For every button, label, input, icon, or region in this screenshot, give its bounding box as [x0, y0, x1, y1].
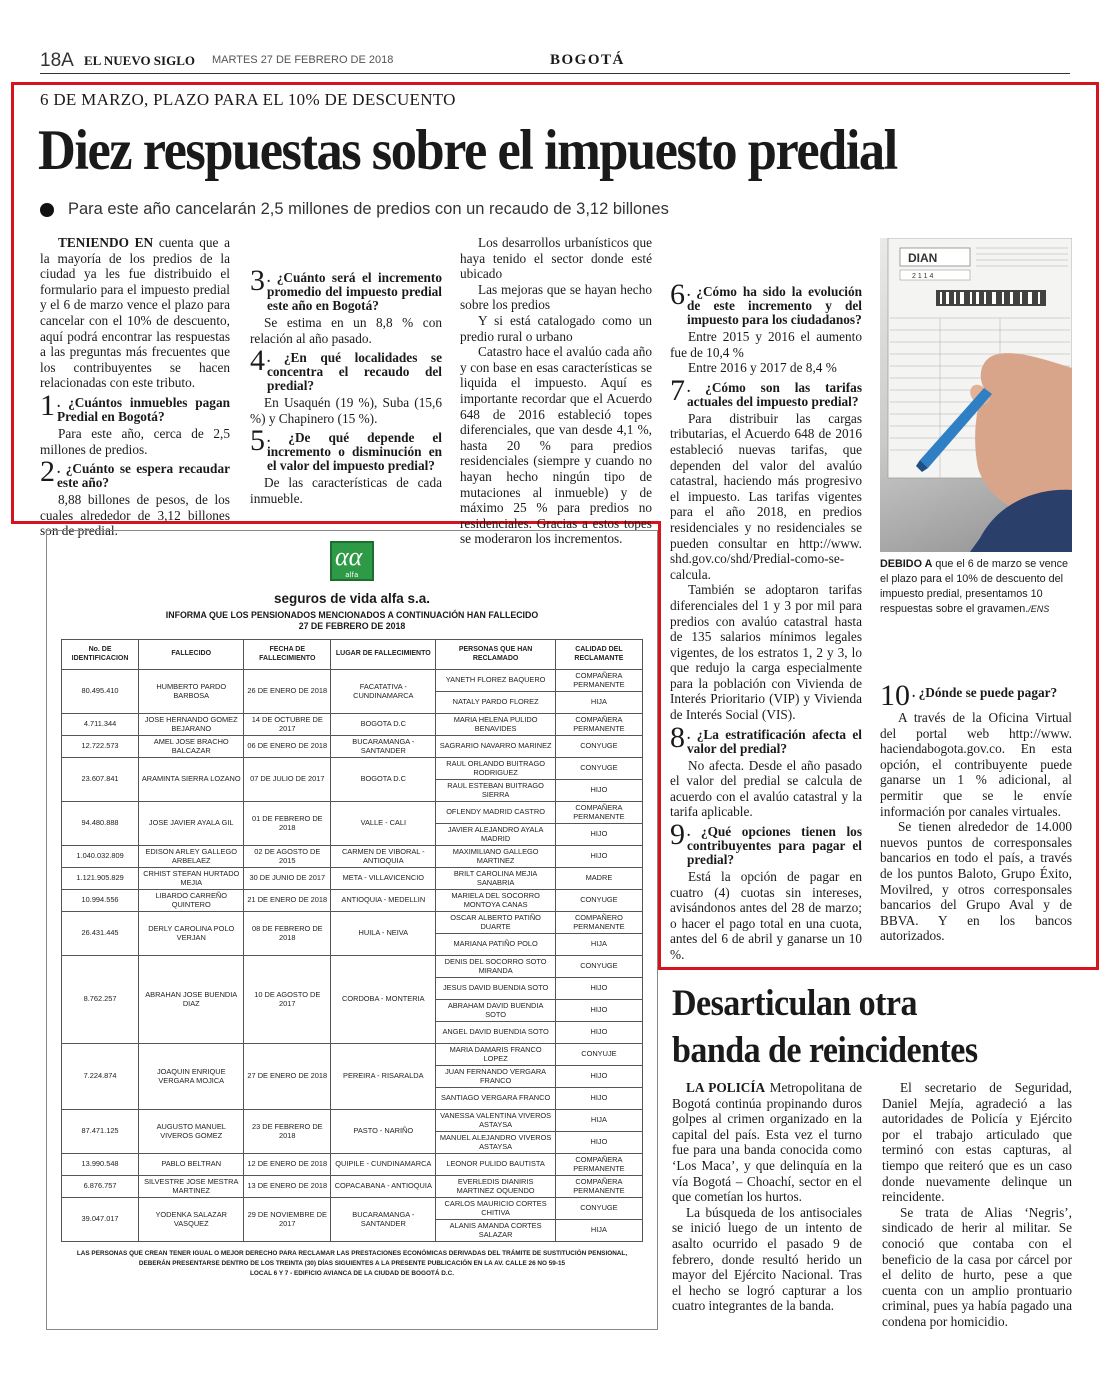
- cell-relationship: CONYUGE: [555, 736, 642, 758]
- cell-place: BOGOTA D.C: [331, 714, 436, 736]
- cell-date: 10 DE AGOSTO DE 2017: [244, 956, 331, 1044]
- cell-date: 21 DE ENERO DE 2018: [244, 890, 331, 912]
- question-3: 3 . ¿Cuánto será el incremento promedio del impuesto predial este año en Bogotá?: [250, 264, 442, 313]
- table-row: [62, 758, 643, 780]
- cell-place: BOGOTA D.C: [331, 758, 436, 802]
- cell-date: 08 DE FEBRERO DE 2018: [244, 912, 331, 956]
- cell-claimant: RAUL ORLANDO BUITRAGO RODRIGUEZ: [436, 758, 555, 780]
- article1-column-5: [880, 680, 1072, 944]
- ad-company: seguros de vida alfa s.a.: [273, 591, 431, 606]
- cell-id: 1.121.905.829: [62, 868, 139, 890]
- answer-2: 8,88 billones de pesos, de los cuales alrededor de 3,12 billones son de predial.: [40, 492, 230, 539]
- cell-claimant: JESUS DAVID BUENDIA SOTO: [436, 978, 555, 1000]
- cell-claimant: EVERLEDIS DIANIRIS MARTINEZ OQUENDO: [436, 1176, 555, 1198]
- answer-3: Se estima en un 8,8 % con relación al año pasado.: [250, 315, 442, 346]
- cell-relationship: CONYUGE: [555, 890, 642, 912]
- cell-date: 26 DE ENERO DE 2018: [244, 670, 331, 714]
- paper-name: EL NUEVO SIGLO: [84, 53, 195, 68]
- cell-date: 30 DE JUNIO DE 2017: [244, 868, 331, 890]
- cell-name: PABLO BELTRAN: [139, 1154, 244, 1176]
- ad-footer-2: DEBERÁN PRESENTARSE DENTRO DE LOS TREINTA (30) DÍAS SIGUIENTES A LA PRESENTE PUBLICACIÓN EN LA AV. CALLE 26 NO 59-15: [138, 1260, 566, 1267]
- article2-paragraph-4: Se trata de Alias ‘Negris’, sindicado de herir al militar. Se conoció que contaba con el beneficio de la casa por cárcel por el delito de hurto, pese a que cuenta con un amplio prontuario criminal, pues ya había pagado una condena por homicidio.: [882, 1204, 1072, 1329]
- cell-claimant: MARIELA DEL SOCORRO MONTOYA CANAS: [436, 890, 555, 912]
- section-name: BOGOTÁ: [550, 52, 625, 68]
- cell-claimant: RAUL ESTEBAN BUITRAGO SIERRA: [436, 780, 555, 802]
- answer-5b: Los desarrollos urbanísticos que haya tenido el sector donde esté ubicado: [460, 235, 652, 282]
- cell-date: 23 DE FEBRERO DE 2018: [244, 1110, 331, 1154]
- cell-name: YODENKA SALAZAR VASQUEZ: [139, 1198, 244, 1242]
- answer-5c: Las mejoras que se hayan hecho sobre los predios: [460, 281, 652, 313]
- ad-footer-3: LOCAL 6 Y 7 - EDIFICIO AVIANCA DE LA CIUDAD DE BOGOTÁ D.C.: [249, 1270, 455, 1277]
- cell-claimant: NATALY PARDO FLOREZ: [436, 692, 555, 714]
- page-number: 18A: [40, 50, 74, 71]
- table-row: [62, 670, 643, 692]
- answer-9: Está la opción de pagar en cuatro (4) cuotas sin intereses, avisándonos antes del 28 de marzo; o hacer el pago total en una cuota, antes del 6 de abril y ganarse un 10 %.: [670, 869, 862, 962]
- ad-intro: INFORMA QUE LOS PENSIONADOS MENCIONADOS A CONTINUACIÓN HAN FALLECIDO: [165, 610, 539, 620]
- cell-claimant: SANTIAGO VERGARA FRANCO: [436, 1088, 555, 1110]
- cell-id: 80.495.410: [62, 670, 139, 714]
- cell-place: CORDOBA - MONTERIA: [331, 956, 436, 1044]
- cell-relationship: HIJA: [555, 1110, 642, 1132]
- cell-date: 01 DE FEBRERO DE 2018: [244, 802, 331, 846]
- cell-place: CARMEN DE VIBORAL - ANTIOQUIA: [331, 846, 436, 868]
- article1-column-1: [40, 235, 230, 539]
- table-row: [62, 846, 643, 868]
- article2-paragraph-2: La búsqueda de los antisociales se inició luego de un intento de asalto ocurrido el pasado 9 de febrero, donde resultó herido un mayor del Ejército Nacional. Tras el hecho se logró capturar a los cuatro integrantes de la banda.: [672, 1204, 862, 1314]
- question-8: 8 . ¿La estratificación afecta el valor del predial?: [670, 720, 862, 756]
- cell-name: AMEL JOSE BRACHO BALCAZAR: [139, 736, 244, 758]
- table-header-cell: CALIDAD DEL RECLAMANTE: [555, 640, 642, 670]
- ad-date: 27 DE FEBRERO DE 2018: [298, 621, 406, 631]
- question-7: 7 . ¿Cómo son las tarifas actuales del impuesto predial?: [670, 373, 862, 409]
- cell-id: 94.480.888: [62, 802, 139, 846]
- cell-relationship: COMPAÑERA PERMANENTE: [555, 714, 642, 736]
- alfa-logo-text: alfa: [345, 572, 359, 579]
- cell-date: 12 DE ENERO DE 2018: [244, 1154, 331, 1176]
- table-header-row: [62, 640, 643, 670]
- cell-relationship: CONYUGE: [555, 1198, 642, 1220]
- answer-7a: Para distribuir las cargas tributarias, el Acuerdo 648 de 2016 estableció nuevas tarifas, que dependen del valor del avalúo catastral, haciendo más progresivo el impuesto. Las tarifas vigentes para el año 2018, en predios residenciales y no residenciales se pueden consultar en http://www. shd.gov.co/shd/Predial-como-se-calcula.: [670, 410, 862, 582]
- cell-relationship: HIJO: [555, 846, 642, 868]
- form-brand: DIAN: [908, 251, 938, 265]
- table-header-cell: FECHA DE FALLECIMIENTO: [244, 640, 331, 670]
- answer-8: No afecta. Desde el año pasado el valor del predial se calcula de acuerdo con el avalúo catastral y la tarifa aplicable.: [670, 757, 862, 820]
- subhead: [40, 200, 669, 219]
- cell-date: 27 DE ENERO DE 2018: [244, 1044, 331, 1110]
- article2-headline: Desarticulan otra banda de reincidentes: [672, 983, 978, 1071]
- cell-claimant: MAXIMILIANO GALLEGO MARTINEZ: [436, 846, 555, 868]
- cell-date: 13 DE ENERO DE 2018: [244, 1176, 331, 1198]
- tax-form-illustration: [880, 238, 1072, 552]
- cell-relationship: HIJA: [555, 1220, 642, 1242]
- answer-7b: También se adoptaron tarifas diferenciales del 1 y 3 por mil para predios con avalúo catastral hasta de 135 salarios mínimos legales vigentes, de los estratos 1, 2 y 3, lo que redujo la carga especialmente para la población con Vivienda de Interés Prioritario (VIP) y Vivienda de Interés Social (VIS).: [670, 582, 862, 723]
- alfa-logo-mark: αα: [335, 542, 363, 571]
- cell-id: 1.040.032.809: [62, 846, 139, 868]
- cell-name: ARAMINTA SIERRA LOZANO: [139, 758, 244, 802]
- obituary-notice-ad: [46, 530, 658, 1330]
- cell-relationship: MADRE: [555, 868, 642, 890]
- deceased-pensioners-table: [61, 639, 643, 1242]
- cell-claimant: OSCAR ALBERTO PATIÑO DUARTE: [436, 912, 555, 934]
- cell-place: QUIPILE - CUNDINAMARCA: [331, 1154, 436, 1176]
- table-header-cell: FALLECIDO: [139, 640, 244, 670]
- cell-name: LIBARDO CARREÑO QUINTERO: [139, 890, 244, 912]
- table-row: [62, 956, 643, 978]
- cell-claimant: BRILT CAROLINA MEJIA SANABRIA: [436, 868, 555, 890]
- cell-relationship: HIJO: [555, 780, 642, 802]
- table-row: [62, 890, 643, 912]
- article2-column-2: [882, 1080, 1072, 1330]
- question-6: 6 . ¿Cómo ha sido la evolución de este incremento y del impuesto para los ciudadanos?: [670, 278, 862, 327]
- cell-claimant: MARIA HELENA PULIDO BENAVIDES: [436, 714, 555, 736]
- answer-5d: Y si está catalogado como un predio rural o urbano: [460, 312, 652, 344]
- cell-relationship: HIJO: [555, 1000, 642, 1022]
- cell-name: ABRAHAN JOSE BUENDIA DIAZ: [139, 956, 244, 1044]
- answer-10a: A través de la Oficina Virtual del portal web http://www. haciendabogota.gov.co. En esta opción, el contribuyente puede ganarse un 1 % adicional, al permitir que se le envíe información por canales virtuales.: [880, 710, 1072, 819]
- cell-place: VALLE - CALI: [331, 802, 436, 846]
- cell-relationship: CONYUGE: [555, 956, 642, 978]
- table-row: [62, 714, 643, 736]
- table-row: [62, 912, 643, 934]
- cell-claimant: MARIANA PATIÑO POLO: [436, 934, 555, 956]
- article1-column-3: [460, 235, 652, 547]
- cell-name: JOSE JAVIER AYALA GIL: [139, 802, 244, 846]
- cell-place: FACATATIVA - CUNDINAMARCA: [331, 670, 436, 714]
- cell-claimant: SAGRARIO NAVARRO MARINEZ: [436, 736, 555, 758]
- answer-6a: Entre 2015 y 2016 el aumento fue de 10,4 %: [670, 329, 862, 360]
- question-1: 1 . ¿Cuántos inmuebles pagan Predial en Bogotá?: [40, 388, 230, 424]
- table-header-cell: PERSONAS QUE HAN RECLAMADO: [436, 640, 555, 670]
- cell-date: 07 DE JULIO DE 2017: [244, 758, 331, 802]
- cell-claimant: MANUEL ALEJANDRO VIVEROS ASTAYSA: [436, 1132, 555, 1154]
- table-row: [62, 802, 643, 824]
- cell-name: JOSE HERNANDO GOMEZ BEJARANO: [139, 714, 244, 736]
- subhead-text: Para este año cancelarán 2,5 millones de predios con un recaudo de 3,12 billones: [68, 200, 669, 218]
- issue-date: MARTES 27 DE FEBRERO DE 2018: [212, 54, 394, 66]
- cell-place: HUILA - NEIVA: [331, 912, 436, 956]
- answer-10b: Se tienen alrededor de 14.000 nuevos puntos de corresponsales bancarios en todo el país, a través de los puntos Baloto, Grupo Éxito, Movilred, y otros corresponsales bancarios del Grupo Aval y de BBVA. Y en los bancos autorizados.: [880, 819, 1072, 944]
- caption-text: que el 6 de marzo se vence el plazo para el 10% de descuento del impuesto predial, presentamos 10 respuestas sobre el gravamen.: [880, 558, 1069, 615]
- cell-relationship: HIJO: [555, 1022, 642, 1044]
- photo-caption: [880, 557, 1072, 617]
- caption-lead: DEBIDO A: [880, 558, 933, 570]
- table-row: [62, 1176, 643, 1198]
- bullet-icon: [40, 203, 54, 217]
- kicker: 6 DE MARZO, PLAZO PARA EL 10% DE DESCUENTO: [40, 90, 456, 109]
- cell-claimant: JUAN FERNANDO VERGARA FRANCO: [436, 1066, 555, 1088]
- lead-caps: TENIENDO EN: [58, 235, 154, 250]
- cell-relationship: CONYUGE: [555, 758, 642, 780]
- table-row: [62, 868, 643, 890]
- cell-relationship: HIJO: [555, 1088, 642, 1110]
- cell-claimant: ALANIS AMANDA CORTES SALAZAR: [436, 1220, 555, 1242]
- cell-claimant: ANGEL DAVID BUENDIA SOTO: [436, 1022, 555, 1044]
- article2-paragraph-3: El secretario de Seguridad, Daniel Mejía, agradeció a las autoridades de Policía y Ejército por el trabajo articulado que terminó con estas capturas, al tiempo que reiteró que es un caso donde nuevamente delinque un reincidente.: [882, 1080, 1072, 1205]
- cell-place: PEREIRA - RISARALDA: [331, 1044, 436, 1110]
- cell-id: 10.994.556: [62, 890, 139, 912]
- article2-column-1: LA POLICÍA Metropolitana de Bogotá continúa propinando duros golpes al crimen organizado en la capital del país. Esta vez el turno fue para una banda conocida como ‘Los Maca’, y que delinquía en la vía Bogotá – Choachí, sector en el que cometían los hurtos. La búsqueda de los antisociales se inició luego de un intento de asalto ocurrido el pasado 9 de febrero, donde resultó herido un mayor del Ejército Nacional. Tras el hecho se logró capturar a los cuatro integrantes de la banda.: [672, 1080, 862, 1314]
- question-9: 9 . ¿Qué opciones tienen los contribuyentes para pagar el predial?: [670, 818, 862, 868]
- article2-lead-caps: LA POLICÍA: [686, 1080, 766, 1095]
- table-header-cell: No. DE IDENTIFICACION: [62, 640, 139, 670]
- cell-id: 26.431.445: [62, 912, 139, 956]
- cell-relationship: COMPAÑERA PERMANENTE: [555, 802, 642, 824]
- headline: Diez respuestas sobre el impuesto predial: [38, 119, 897, 182]
- table-header-cell: LUGAR DE FALLECIMIENTO: [331, 640, 436, 670]
- masthead: [40, 48, 1070, 74]
- cell-relationship: HIJO: [555, 1132, 642, 1154]
- cell-place: ANTIOQUIA - MEDELLIN: [331, 890, 436, 912]
- table-row: [62, 736, 643, 758]
- article1-column-4: [670, 235, 862, 963]
- cell-place: META - VILLAVICENCIO: [331, 868, 436, 890]
- cell-claimant: MARIA DAMARIS FRANCO LOPEZ: [436, 1044, 555, 1066]
- cell-id: 23.607.841: [62, 758, 139, 802]
- table-row: [62, 1198, 643, 1220]
- cell-relationship: COMPAÑERA PERMANENTE: [555, 1154, 642, 1176]
- cell-id: 87.471.125: [62, 1110, 139, 1154]
- cell-relationship: HIJA: [555, 934, 642, 956]
- cell-name: EDISON ARLEY GALLEGO ARBELAEZ: [139, 846, 244, 868]
- table-row: [62, 1110, 643, 1132]
- cell-relationship: HIJO: [555, 1066, 642, 1088]
- answer-6b: Entre 2016 y 2017 de 8,4 %: [688, 360, 837, 376]
- ad-footer-1: LAS PERSONAS QUE CREAN TENER IGUAL O MEJOR DERECHO PARA RECLAMAR LAS PRESTACIONES ECONÓMICAS DERIVADAS DEL TRÁMITE DE SUSTITUCIÓN PENSIONAL,: [76, 1250, 628, 1257]
- cell-claimant: ABRAHAM DAVID BUENDIA SOTO: [436, 1000, 555, 1022]
- question-2: 2 . ¿Cuánto se espera recaudar este año?: [40, 455, 230, 491]
- cell-place: BUCARAMANGA - SANTANDER: [331, 736, 436, 758]
- cell-id: 7.224.874: [62, 1044, 139, 1110]
- cell-claimant: OFLENDY MADRID CASTRO: [436, 802, 555, 824]
- question-4: 4 . ¿En qué localidades se concentra el recaudo del predial?: [250, 344, 442, 394]
- form-number: 2 1 1 4: [912, 273, 934, 280]
- answer-4: En Usaquén (19 %), Suba (15,6 %) y Chapinero (15 %).: [250, 395, 442, 426]
- cell-date: 06 DE ENERO DE 2018: [244, 736, 331, 758]
- cell-id: 6.876.757: [62, 1176, 139, 1198]
- lead-text: cuenta que a la mayoría de los predios de la ciudad ya les fue distribuido el formulario para el impuesto predial y el 6 de marzo vence el plazo para cancelar con el 10% de descuento, aquí podrá encontrar las respuestas a las preguntas más frecuentes que los contribuyentes se hacen relacionadas con este tributo.: [40, 235, 231, 391]
- cell-date: 14 DE OCTUBRE DE 2017: [244, 714, 331, 736]
- cell-id: 8.762.257: [62, 956, 139, 1044]
- cell-relationship: CONYUJE: [555, 1044, 642, 1066]
- cell-claimant: DENIS DEL SOCORRO SOTO MIRANDA: [436, 956, 555, 978]
- cell-relationship: COMPAÑERA PERMANENTE: [555, 670, 642, 692]
- cell-id: 12.722.573: [62, 736, 139, 758]
- cell-relationship: HIJO: [555, 824, 642, 846]
- cell-name: JOAQUIN ENRIQUE VERGARA MOJICA: [139, 1044, 244, 1110]
- answer-1: Para este año, cerca de 2,5 millones de predios.: [40, 425, 230, 457]
- alfa-logo: [330, 541, 374, 581]
- cell-id: 4.711.344: [62, 714, 139, 736]
- cell-date: 02 DE AGOSTO DE 2015: [244, 846, 331, 868]
- cell-place: PASTO - NARIÑO: [331, 1110, 436, 1154]
- question-5: 5 . ¿De qué depende el incremento o disminución en el valor del impuesto predial?: [250, 424, 442, 474]
- cell-relationship: HIJO: [555, 978, 642, 1000]
- cell-relationship: COMPAÑERO PERMANENTE: [555, 912, 642, 934]
- answer-5e: Catastro hace el avalúo cada año y con base en esas características se liquida el impuesto. Aquí es importante recordar que el Acuerdo 648 de 2016 estableció topes diferenciales, que van desde 4,1 %, hasta 20 % para predios residenciales (siempre y cuando no hayan hecho ningún tipo de mutaciones al inmueble) y de máximo 25 % para predios no residenciales. Gracias a estos topes se moderaron los incrementos.: [460, 344, 652, 547]
- cell-name: HUMBERTO PARDO BARBOSA: [139, 670, 244, 714]
- question-10: 10 . ¿Dónde se puede pagar?: [880, 679, 1058, 712]
- cell-claimant: YANETH FLOREZ BAQUERO: [436, 670, 555, 692]
- cell-claimant: LEONOR PULIDO BAUTISTA: [436, 1154, 555, 1176]
- cell-relationship: HIJA: [555, 692, 642, 714]
- table-row: [62, 1044, 643, 1066]
- answer-5a: De las características de cada inmueble.: [250, 475, 442, 506]
- cell-date: 29 DE NOVIEMBRE DE 2017: [244, 1198, 331, 1242]
- cell-name: DERLY CAROLINA POLO VERJAN: [139, 912, 244, 956]
- cell-relationship: COMPAÑERA PERMANENTE: [555, 1176, 642, 1198]
- cell-claimant: CARLOS MAURICIO CORTES CHITIVA: [436, 1198, 555, 1220]
- cell-claimant: VANESSA VALENTINA VIVEROS ASTAYSA: [436, 1110, 555, 1132]
- cell-place: COPACABANA - ANTIOQUIA: [331, 1176, 436, 1198]
- cell-name: CRHIST STEFAN HURTADO MEJIA: [139, 868, 244, 890]
- cell-place: BUCARAMANGA - SANTANDER: [331, 1198, 436, 1242]
- photo: [880, 238, 1072, 552]
- caption-credit: /ENS: [1028, 604, 1050, 614]
- cell-name: AUGUSTO MANUEL VIVEROS GOMEZ: [139, 1110, 244, 1154]
- cell-id: 39.047.017: [62, 1198, 139, 1242]
- cell-name: SILVESTRE JOSE MESTRA MARTINEZ: [139, 1176, 244, 1198]
- cell-id: 13.990.548: [62, 1154, 139, 1176]
- article1-column-2: [250, 235, 442, 507]
- table-row: [62, 1154, 643, 1176]
- cell-claimant: JAVIER ALEJANDRO AYALA MADRID: [436, 824, 555, 846]
